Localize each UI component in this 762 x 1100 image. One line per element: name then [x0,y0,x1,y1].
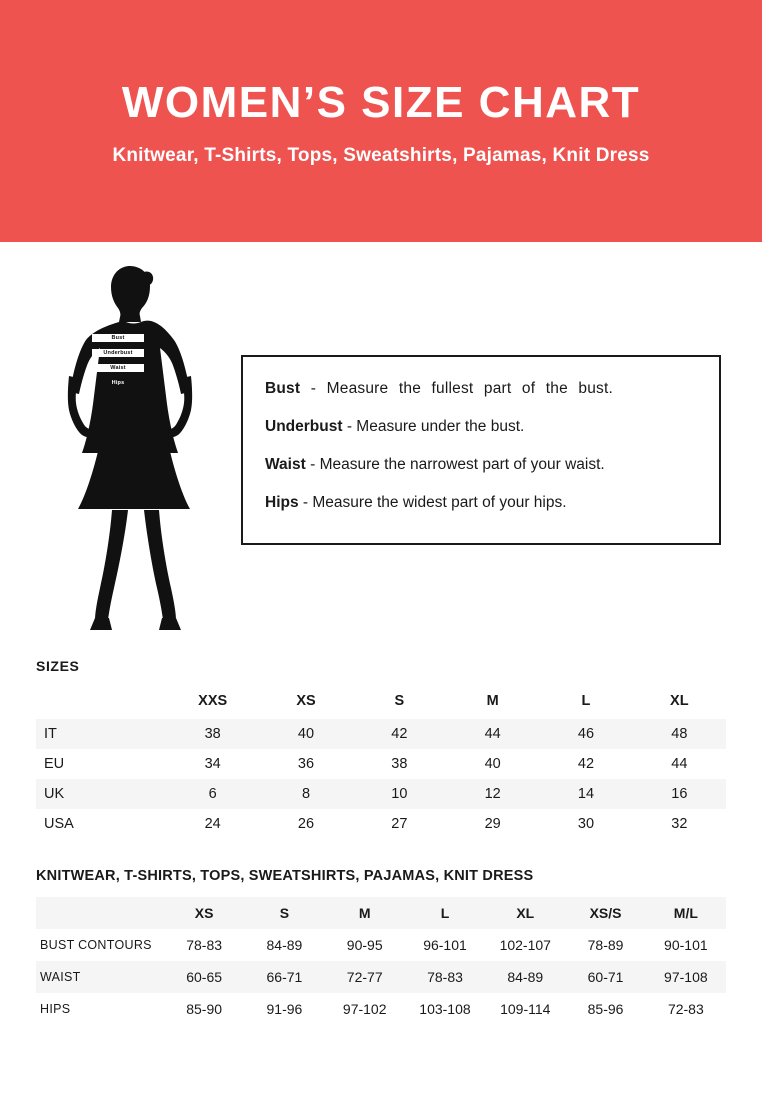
sizes-cell-uk-s: 10 [391,786,408,802]
sizes-row-label-uk: UK [44,786,65,802]
measurements-header-l: L [440,905,450,921]
sizes-cell-it-s: 42 [391,726,408,742]
measurements-cell-hips-l: 103-108 [419,1001,471,1017]
definition-term-underbust: Underbust [265,418,343,436]
measurements-cell-waist-l: 78-83 [427,969,463,985]
sizes-cell-uk-xs: 8 [301,786,311,802]
sizes-cell-usa-m: 29 [484,816,501,832]
sizes-table [36,686,726,839]
definition-bust [265,379,697,399]
measurements-row-label-bust: BUST CONTOURS [40,938,152,952]
definition-dash-hips: - [302,494,309,512]
measurements-cell-bust-s: 84-89 [266,937,303,953]
measurements-cell-waist-m-l: 97-108 [664,969,708,985]
definition-underbust [265,417,697,437]
measurements-header-s: S [279,905,290,921]
definition-waist [265,455,697,475]
sizes-header-xl: XL [670,693,689,709]
sizes-header-s: S [394,693,405,709]
measurements-cell-bust-xs: 78-83 [186,937,223,953]
sizes-cell-eu-xs: 36 [297,756,315,772]
measurements-cell-hips-xs: 85-90 [186,1001,223,1017]
sizes-cell-eu-s: 38 [391,756,408,772]
sizes-cell-usa-s: 27 [391,816,408,832]
sizes-cell-eu-xl: 44 [671,756,688,772]
measurements-section [36,868,726,1025]
definition-hips [265,493,697,513]
page-subtitle: Knitwear, T-Shirts, Tops, Sweatshirts, Pajamas, Knit Dress [112,144,650,166]
sizes-header-l: L [581,693,591,709]
measurements-cell-hips-s: 91-96 [266,1001,303,1017]
measurements-cell-bust-m: 90-95 [346,937,383,953]
definitions-box [241,355,721,545]
measurements-cell-hips-m: 97-102 [342,1001,387,1017]
definition-dash-bust: - [310,380,317,397]
table-row [36,719,726,749]
table-row [36,779,726,809]
sizes-cell-uk-l: 14 [577,786,595,802]
measurements-header-xs-s: XS/S [589,905,622,921]
table-row [36,993,726,1025]
table-row [36,929,726,961]
page-title: WOMEN’S SIZE CHART [121,78,641,127]
measurements-title: KNITWEAR, T-SHIRTS, TOPS, SWEATSHIRTS, PAJAMAS, KNIT DRESS [36,868,534,884]
sizes-cell-eu-m: 40 [484,756,501,772]
definition-term-bust: Bust [265,380,301,397]
measurements-cell-hips-xs-s: 85-96 [587,1001,624,1017]
marker-underbust: Underbust [92,349,144,357]
definition-text-underbust: Measure under the bust. [356,418,525,436]
measurements-cell-waist-xs: 60-65 [186,969,223,985]
sizes-cell-it-xl: 48 [671,726,688,742]
sizes-row-label-usa: USA [44,816,74,832]
table-row [36,961,726,993]
measurements-cell-hips-xl: 109-114 [500,1001,551,1017]
sizes-cell-usa-l: 30 [577,816,595,832]
definition-term-waist: Waist [265,456,306,474]
measurements-table [36,897,726,1025]
measurements-cell-bust-l: 96-101 [423,937,467,953]
sizes-row-label-eu: EU [44,756,65,772]
measurements-row-label-waist: WAIST [40,970,81,984]
definition-text-waist: Measure the narrowest part of your waist. [319,456,605,474]
measurements-header-row [36,897,726,929]
sizes-row-label-it: IT [44,726,57,742]
illustration-and-definitions [0,242,762,642]
sizes-title: SIZES [36,658,80,674]
definition-dash-waist: - [310,456,316,474]
measurements-header-blank [36,897,164,929]
measurements-header-m: M [358,905,371,921]
definition-term-hips: Hips [265,494,299,512]
marker-waist: Waist [92,364,144,372]
measurement-markers [92,334,144,394]
measurements-cell-bust-xs-s: 78-89 [587,937,624,953]
measurements-cell-waist-m: 72-77 [346,969,383,985]
sizes-header-xxs: XXS [198,693,228,709]
sizes-cell-it-m: 44 [484,726,501,742]
sizes-section [36,658,726,839]
measurements-cell-waist-xl: 84-89 [507,969,544,985]
table-row [36,749,726,779]
measurements-cell-bust-xl: 102-107 [499,937,551,953]
measurements-cell-waist-s: 66-71 [266,969,303,985]
sizes-cell-it-xxs: 38 [204,726,221,742]
sizes-cell-it-xs: 40 [297,726,315,742]
sizes-header-m: M [486,693,499,709]
sizes-cell-usa-xxs: 24 [204,816,221,832]
measurements-header-m-l: M/L [673,905,698,921]
marker-bust: Bust [92,334,144,342]
measurements-cell-waist-xs-s: 60-71 [587,969,624,985]
table-row [36,809,726,839]
sizes-header-row [36,686,726,719]
sizes-cell-uk-xxs: 6 [208,786,217,802]
sizes-cell-usa-xl: 32 [671,816,688,832]
sizes-header-xs: XS [296,693,316,709]
woman-silhouette-icon [36,260,226,640]
sizes-cell-usa-xs: 26 [297,816,315,832]
sizes-cell-it-l: 46 [577,726,595,742]
measurements-header-xl: XL [516,905,535,921]
marker-hips: Hips [111,380,125,387]
sizes-cell-uk-xl: 16 [671,786,688,802]
page-header [0,0,762,242]
sizes-cell-uk-m: 12 [484,786,501,802]
sizes-cell-eu-xxs: 34 [204,756,221,772]
measurements-cell-bust-m-l: 90-101 [664,937,708,953]
measurements-row-label-hips: HIPS [40,1002,71,1016]
sizes-header-blank [36,686,166,719]
measurements-cell-hips-m-l: 72-83 [667,1001,704,1017]
measurements-header-xs: XS [194,905,214,921]
definition-dash-underbust: - [346,418,352,436]
definition-text-bust: Measure the fullest part of the bust. [326,380,614,397]
definition-text-hips: Measure the widest part of your hips. [312,494,567,512]
sizes-cell-eu-l: 42 [577,756,595,772]
